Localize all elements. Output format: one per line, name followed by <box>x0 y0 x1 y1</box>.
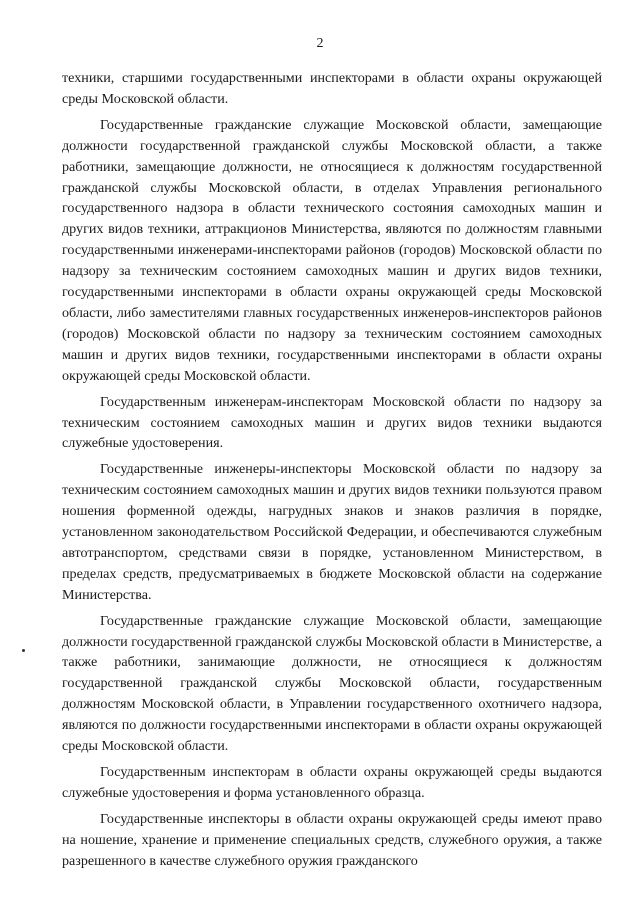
paragraph-engineer-inspectors-rights: Государственные инженеры-инспекторы Московской области по надзору за техническим состоянием самоходных машин и других видов техники пользуются правом ношения форменной одежды, нагрудных знаков и знаков различия в порядке, установленном законодательством Российской Федерации, и обеспечиваются служебным автотранспортом, средствами связи в порядке, установленном Министерством, в пределах средств, предусматриваемых в бюджете Московской области на содержание Министерства. <box>62 461 602 603</box>
paragraph-engineer-inspectors-certificates: Государственным инженерам-инспекторам Московской области по надзору за техническим состоянием самоходных машин и других видов техники выдаются служебные удостоверения. <box>62 393 602 452</box>
margin-mark <box>22 649 25 652</box>
paragraph-continuation: техники, старшими государственными инспекторами в области охраны окружающей среды Московской области. <box>62 70 602 107</box>
paragraph-environmental-inspectors-certificates: Государственным инспекторам в области охраны окружающей среды выдаются служебные удостоверения и форма установленного образца. <box>62 764 602 801</box>
document-body <box>62 68 602 872</box>
paragraph-environmental-inspectors-weapons: Государственные инспекторы в области охраны окружающей среды имеют право на ношение, хранение и применение специальных средств, служебного оружия, а также разрешенного в качестве служебного оружия гражданского <box>62 810 602 869</box>
paragraph-civil-servants-technical-supervision: Государственные гражданские служащие Московской области, замещающие должности государственной гражданской службы Московской области, а также работники, замещающие должности, не относящиеся к должностям государственной гражданской службы Московской области, в отделах Управления регионального государственного надзора в области технического состояния самоходных машин и других видов техники, аттракционов Министерства, являются по должностям главными государственными инженерами-инспекторами районов (городов) Московской области по надзору за техническим состоянием самоходных машин и других видов техники, государственными инспекторами в области охраны окружающей среды Московской области, либо заместителями главных государственных инженеров-инспекторов районов (городов) Московской области по надзору за техническим состоянием самоходных машин и других видов техники, государственными инспекторами в области охраны окружающей среды Московской области. <box>62 116 602 384</box>
page-number: 2 <box>316 36 324 51</box>
paragraph-hunting-supervision-inspectors: Государственные гражданские служащие Московской области, замещающие должности государственной гражданской службы Московской области в Министерстве, а также работники, занимающие должности, не относящиеся к должностям государственной гражданской службы Московской области, государственным должностям Московской области, в Управлении государственного охотничего надзора, являются по должности государственными инспекторами в области охраны окружающей среды Московской области. <box>62 612 602 755</box>
